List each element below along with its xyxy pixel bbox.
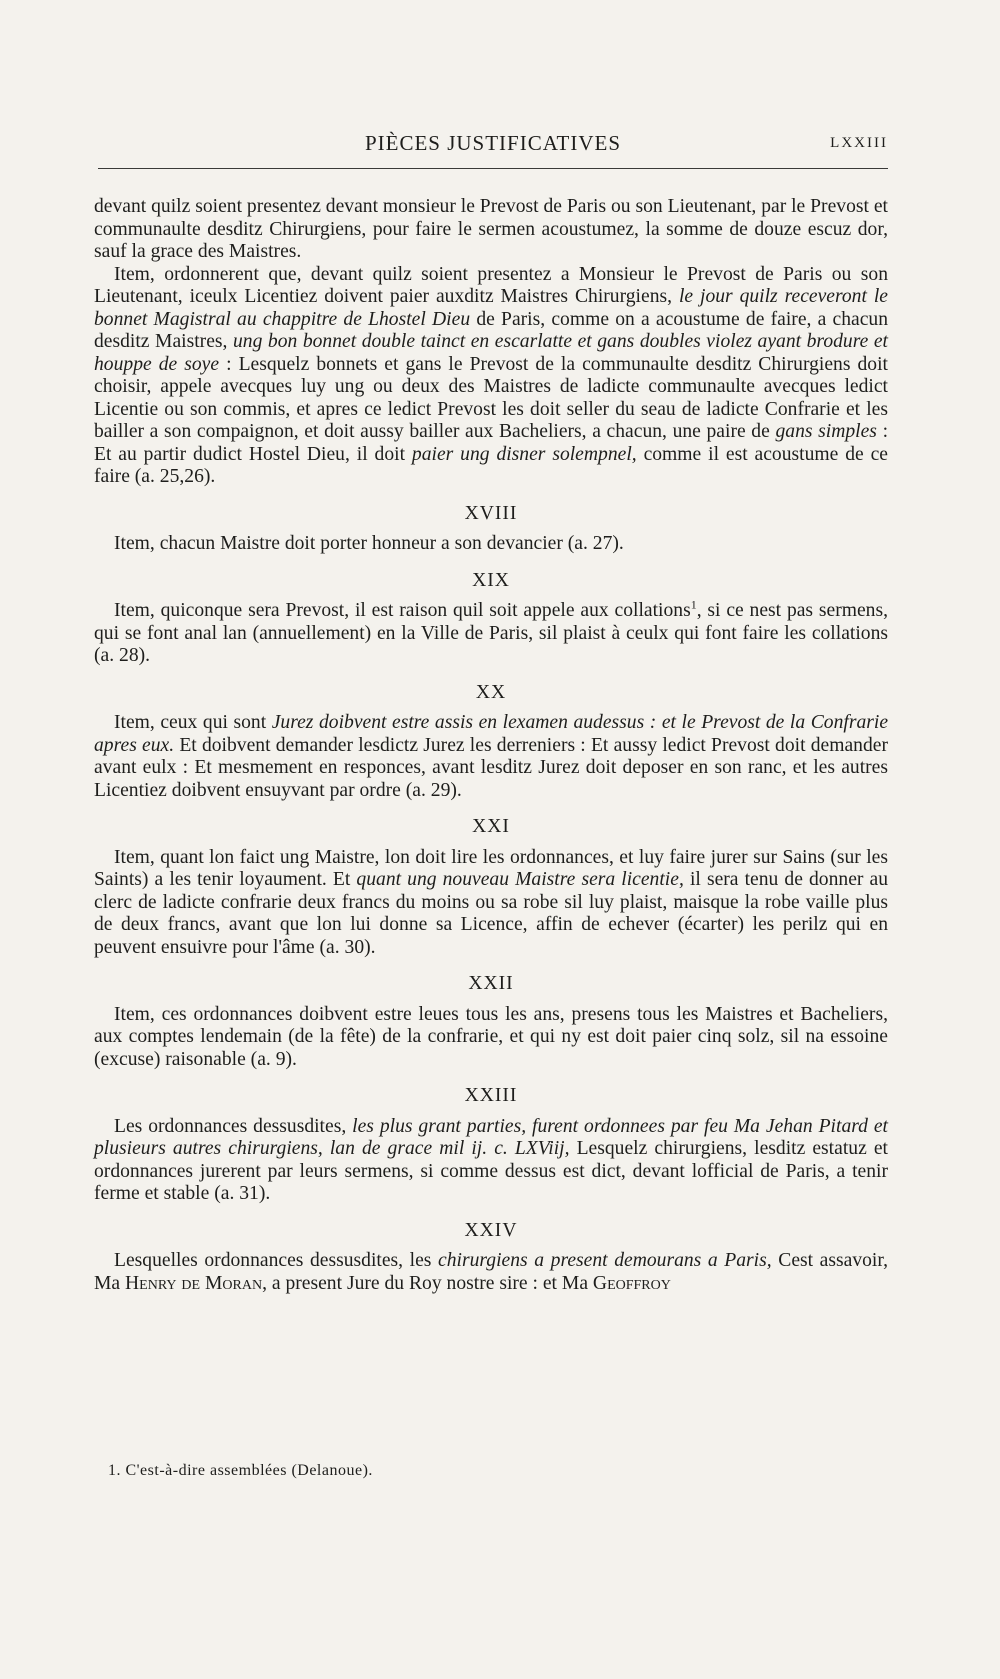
footnote-reference: 1 bbox=[690, 597, 697, 612]
text-run: Item, ordonnerent que, devant quilz soient presentez a Monsieur le Prevost de Paris ou son Lieutenant, iceulx Licentiez doivent paier auxditz Maistres Chirurgiens, bbox=[94, 263, 888, 307]
section-paragraph bbox=[94, 847, 888, 960]
small-caps-name: Geoffroy bbox=[592, 1272, 671, 1294]
italic-run: paier ung disner solempnel, bbox=[411, 443, 637, 465]
italic-run: Jurez doibvent estre assis en lexamen audessus : et le Prevost de la Confrarie apres eux. bbox=[94, 712, 889, 756]
text-run: Et doibvent demander lesdictz Jurez les derreniers : Et aussy ledict Prevost doit demander avant eulx : Et mesmement en responces, avant lesditz Jurez doit deposer en son ranc, et les autres Licentiez doibvent ensuyvant par ordre (a. 29). bbox=[94, 734, 888, 801]
text-run: , a present Jure du Roy nostre sire : et Ma bbox=[262, 1272, 589, 1294]
text-run: devant quilz soient presentez devant monsieur le Prevost de Paris ou son Lieutenant, par le Prevost et communaulte desditz Chirurgiens, pour faire le sermen acoustumez, la somme de douze escuz dor, sauf la grace des Maistres. bbox=[94, 196, 888, 262]
section-paragraph bbox=[94, 712, 888, 802]
text-run: Item, quant lon faict ung Maistre, lon doit lire les ordonnances, et luy faire jurer sur Sains (sur les Saints) a les tenir loyaument. Et bbox=[94, 846, 888, 890]
text-run: Les ordonnances dessusdites, bbox=[114, 1115, 347, 1137]
text-run: , si ce nest pas sermens, qui se font anal lan (annuellement) en la Ville de Paris, sil plaist à ceulx qui font faire les collations (a. 28). bbox=[94, 600, 888, 666]
italic-run: le jour quilz receveront le bonnet Magistral au chappitre de Lhostel Dieu bbox=[94, 286, 888, 330]
text-run: Item, chacun Maistre doit porter honneur a son devancier (a. 27). bbox=[114, 533, 624, 554]
section-paragraph bbox=[94, 1004, 888, 1072]
section-heading: XXI bbox=[472, 816, 510, 837]
text-run: Lesquelles ordonnances dessusdites, les bbox=[114, 1250, 432, 1271]
section-paragraph bbox=[94, 597, 888, 668]
text-run: Item, ces ordonnances doibvent estre leues tous les ans, presens tous les Maistres et Bacheliers, aux comptes lendemain (de la fête) de la confrarie, et qui ny est doit paier cinq solz, sil na essoine (excuse) raisonable (a. 9). bbox=[94, 1003, 888, 1070]
text-run: de Paris, comme on a acoustume de faire, a chacun desditz Maistres, bbox=[94, 308, 889, 352]
text-run: Lesquelz chirurgiens, lesditz estatuz et ordonnances jurerent par leurs sermens, si comme dessus est dict, devant lofficial de Paris, a tenir ferme et stable (a. 31). bbox=[94, 1138, 888, 1204]
section-heading: XXIII bbox=[464, 1085, 518, 1106]
text-run: Item, ceux qui sont bbox=[114, 712, 267, 733]
section-paragraph bbox=[94, 1250, 888, 1295]
text-run: il sera tenu de donner au clerc de ladicte confrarie deux francs du moins ou sa robe sil luy plaist, maisque la robe vaille plus de deux francs, avant que lon lui donne sa Licence, affin de echever (écarter) les perilz qui en peuvent ensuivre pour l'âme (a. 30). bbox=[94, 869, 889, 958]
text-run: : Et au partir dudict Hostel Dieu, il doit bbox=[94, 421, 889, 465]
body-text bbox=[94, 196, 888, 1295]
section-paragraph bbox=[94, 533, 888, 556]
section-heading: XVIII bbox=[464, 502, 518, 524]
running-head bbox=[98, 131, 888, 171]
text-run: Item, quiconque sera Prevost, il est raison quil soit appele aux collations bbox=[114, 600, 691, 621]
header-rule bbox=[98, 168, 888, 169]
italic-run: gans simples bbox=[775, 421, 877, 442]
italic-run: ung bon bonnet double tainct en escarlatte et gans doubles violez ayant brodure et houppe de soye bbox=[94, 331, 888, 375]
running-title: PIÈCES JUSTIFICATIVES bbox=[364, 131, 622, 155]
text-run: Cest assavoir, Ma bbox=[94, 1250, 888, 1294]
text-run: comme il est acoustume de ce faire (a. 25,26). bbox=[94, 443, 888, 487]
small-caps-name: Henry de Moran bbox=[125, 1272, 263, 1294]
page-number: LXXIII bbox=[830, 135, 888, 151]
section-paragraph bbox=[94, 1116, 888, 1206]
text-run: : Lesquelz bonnets et gans le Prevost de la communaulte desditz Chirurgiens doit choisir, appele avecques luy ung ou deux des Maistres de ladicte communaulte avecques ledict Licentie ou son commis, et apres ce ledict Prevost les doit seller du seau de ladicte Confrarie et les bailler a son compaignon, et doit aussy bailler aux Bacheliers, a chacun, une paire de bbox=[94, 353, 888, 442]
footnote: 1. C'est-à-dire assemblées (Delanoue). bbox=[108, 1462, 373, 1479]
italic-run: les plus grant parties, furent ordonnees par feu Ma Jehan Pitard et plusieurs autres chirurgiens, lan de grace mil ij. c. LXViij, bbox=[94, 1115, 888, 1159]
italic-run: chirurgiens a present demourans a Paris, bbox=[438, 1250, 772, 1271]
paragraph-item bbox=[94, 264, 888, 489]
section-heading: XIX bbox=[472, 569, 510, 591]
section-heading: XX bbox=[475, 681, 507, 703]
section-heading: XXIV bbox=[464, 1219, 518, 1241]
italic-run: quant ung nouveau Maistre sera licentie, bbox=[356, 869, 684, 890]
section-heading: XXII bbox=[468, 973, 514, 994]
paragraph-continuation bbox=[94, 196, 888, 264]
